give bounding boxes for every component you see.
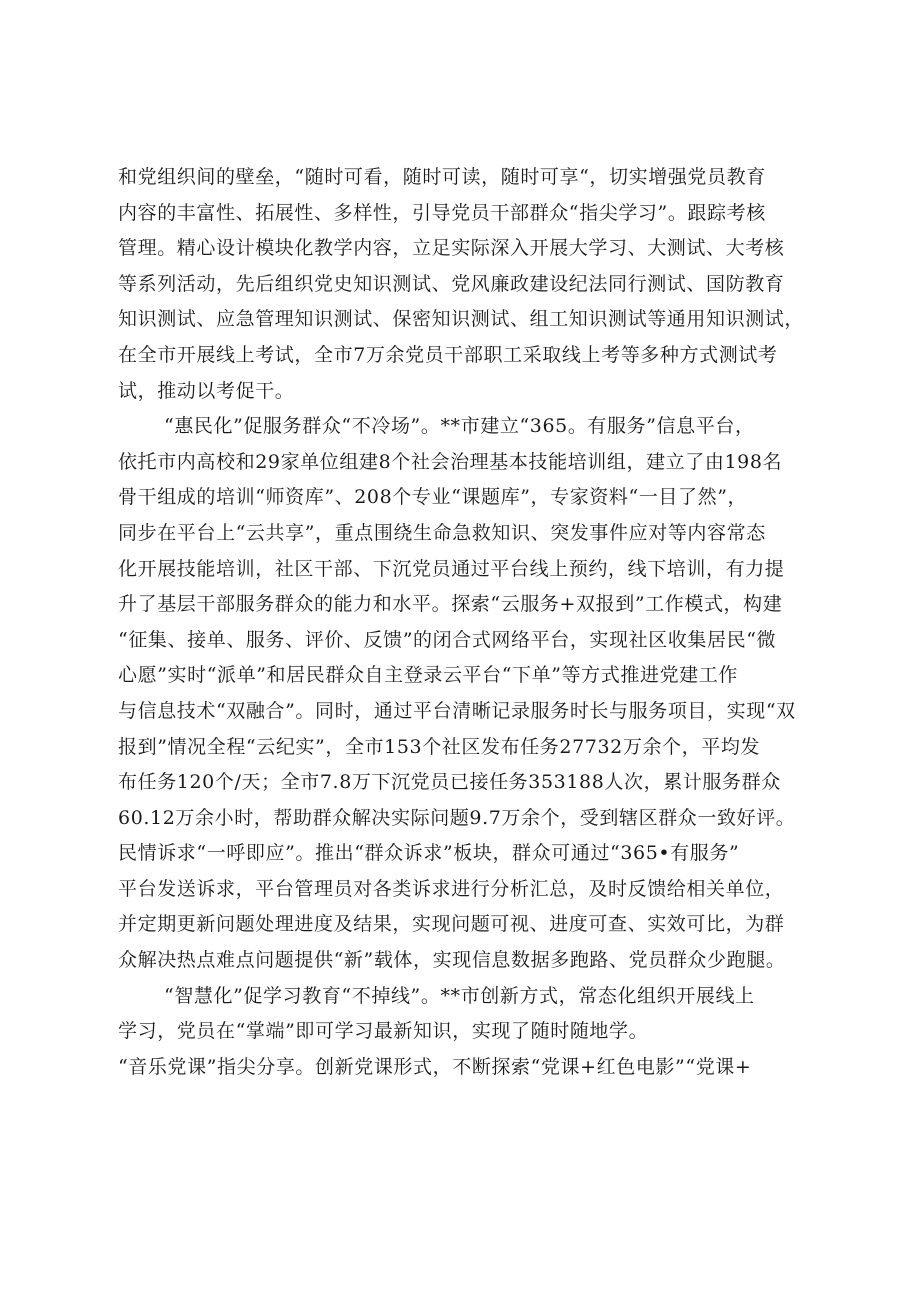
text-line: 心愿”实时“派单”和居民群众自主登录云平台“下单”等方式推进党建工作 (118, 664, 738, 687)
paragraph-heading-line: “智慧化”促学习教育“不掉线”。**市创新方式，常态化组织开展线上 (164, 984, 755, 1007)
text-line: 内容的丰富性、拓展性、多样性，引导党员干部群众“指尖学习”。跟踪考核 (118, 201, 766, 224)
text-line: 化开展技能培训，社区干部、下沉党员通过平台线上预约，线下培训，有力提 (118, 557, 785, 580)
text-line: 并定期更新问题处理进度及结果，实现问题可视、进度可查、实效可比，为群 (118, 913, 785, 936)
text-line: 同步在平台上“云共享”，重点围绕生命急救知识、突发事件应对等内容常态 (118, 521, 766, 544)
text-line: 报到”情况全程“云纪实”，全市153个社区发布任务27732万余个，平均发 (118, 735, 761, 758)
text-line: 知识测试、应急管理知识测试、保密知识测试、组工知识测试等通用知识测试， (118, 308, 805, 331)
text-line: 在全市开展线上考试，全市7万余党员干部职工采取线上考等多种方式测试考 (118, 343, 778, 366)
text-line: “征集、接单、服务、评价、反馈”的闭合式网络平台，实现社区收集居民“微 (118, 628, 777, 651)
text-line: 升了基层干部服务群众的能力和水平。探索“云服务+双报到”工作模式，构建 (118, 593, 783, 616)
text-line: 管理。精心设计模块化教学内容，立足实际深入开展大学习、大测试、大考核 (118, 237, 785, 260)
text-line: 众解决热点难点问题提供“新”载体，实现信息数据多跑路、党员群众少跑腿。 (118, 949, 786, 972)
text-line: 依托市内高校和29家单位组建8个社会治理基本技能培训组，建立了由198名 (118, 450, 783, 473)
paragraph-heading-line: “惠民化”促服务群众“不冷场”。**市建立“365。有服务”信息平台， (164, 415, 755, 438)
text-line: 学习，党员在“掌端”即可学习最新知识，实现了随时随地学。 (118, 1020, 649, 1043)
text-line: 与信息技术“双融合”。同时，通过平台清晰记录服务时长与服务项目，实现“双 (118, 699, 796, 722)
text-line: 平台发送诉求，平台管理员对各类诉求进行分析汇总，及时反馈给相关单位， (118, 877, 785, 900)
text-line: 骨干组成的培训“师资库”、208个专业“课题库”，专家资料“一目了然”， (118, 486, 748, 509)
text-line: 等系列活动，先后组织党史知识测试、党风廉政建设纪法同行测试、国防教育 (118, 272, 785, 295)
body-text (118, 160, 828, 1085)
text-line: 试，推动以考促干。 (118, 379, 295, 402)
text-line: 民情诉求“一呼即应”。推出“群众诉求”板块，群众可通过“365•有服务” (118, 842, 740, 865)
text-line: 布任务120个/天；全市7.8万下沉党员已接任务353188人次，累计服务群众 (118, 771, 781, 794)
text-line: “音乐党课”指尖分享。创新党课形式，不断探索“党课+红色电影”“党课+ (118, 1055, 752, 1078)
text-line: 60.12万余小时，帮助群众解决实际问题9.7万余个，受到辖区群众一致好评。 (118, 806, 796, 829)
text-line: 和党组织间的壁垒，“随时可看，随时可读，随时可享“，切实增强党员教育 (118, 166, 766, 188)
